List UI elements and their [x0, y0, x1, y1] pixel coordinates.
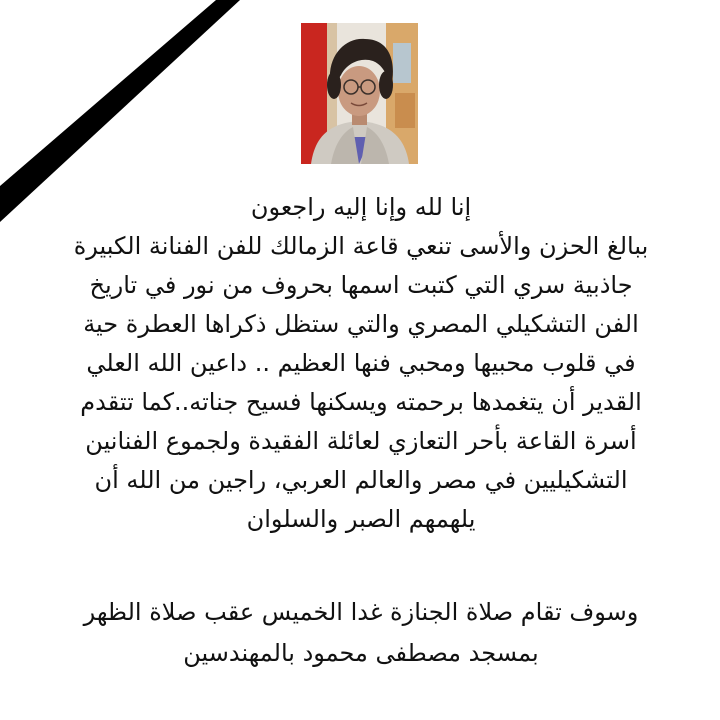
- portrait-photo: [301, 23, 418, 164]
- obituary-line: القدير أن يتغمدها برحمته ويسكنها فسيح جناته..كما تتقدم: [80, 388, 642, 416]
- obituary-line: ببالغ الحزن والأسى تنعي قاعة الزمالك للفن الفنانة الكبيرة: [73, 232, 649, 260]
- funeral-notice: [30, 592, 692, 674]
- funeral-line: وسوف تقام صلاة الجنازة غدا الخميس عقب صلاة الظهر: [83, 598, 639, 626]
- obituary-line: في قلوب محبيها ومحبي فنها العظيم .. داعين الله العلي: [86, 349, 636, 377]
- funeral-line: بمسجد مصطفى محمود بالمهندسين: [183, 639, 539, 667]
- obituary-line: الفن التشكيلي المصري والتي ستظل ذكراها العطرة حية: [83, 310, 639, 338]
- obituary-line: أسرة القاعة بأحر التعازي لعائلة الفقيدة ولجموع الفنانين: [85, 427, 637, 455]
- obituary-line: إنا لله وإنا إليه راجعون: [250, 193, 472, 221]
- obituary-text: [30, 188, 692, 539]
- obituary-line: جاذبية سري التي كتبت اسمها بحروف من نور في تاريخ: [89, 271, 633, 299]
- obituary-line: التشكيليين في مصر والعالم العربي، راجين من الله أن: [94, 466, 628, 494]
- obituary-line: يلهمهم الصبر والسلوان: [246, 505, 476, 533]
